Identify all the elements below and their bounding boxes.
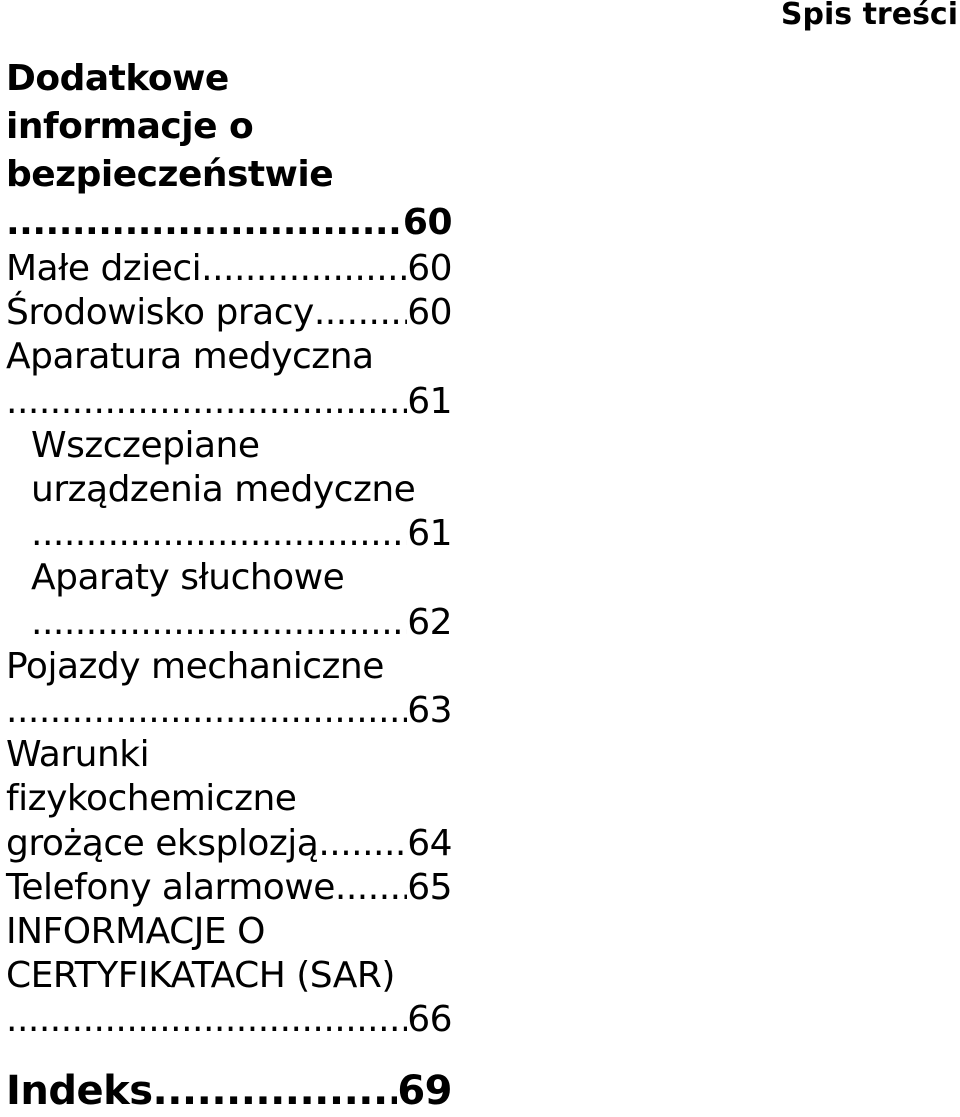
toc-entry-title: Indeks [6,1067,153,1114]
toc-entry-hearing-aids[interactable] [6,556,452,644]
toc-entry-title: informacje o [6,106,254,147]
toc-entry-emergency[interactable] [6,866,452,910]
toc-leader-line [6,1065,452,1117]
toc-entry-medical[interactable] [6,335,452,423]
dot-leader [31,601,407,645]
toc-leader-line [6,998,452,1042]
toc-leader-line [31,512,452,556]
table-of-contents [6,55,452,1117]
spacer [6,1043,452,1065]
toc-entry-title: Pojazdy mechaniczne [6,645,384,687]
toc-leader-line [6,689,452,733]
page-number: 60 [402,202,452,243]
toc-entry-safety[interactable] [6,55,452,247]
toc-entry-title: INFORMACJE O [6,911,265,953]
dot-leader [201,247,407,291]
toc-leader-line [6,822,452,866]
toc-entry-title: Małe dzieci [6,248,202,289]
toc-entry-title: Dodatkowe [6,58,229,99]
toc-leader-line [6,247,452,291]
dot-leader [6,689,407,733]
page-number: 63 [407,690,452,732]
toc-entry-title: fizykochemiczne [6,778,297,820]
toc-leader-line [6,380,452,424]
toc-entry-title: urządzenia medyczne [31,469,416,511]
toc-leader-line [6,291,452,335]
toc-entry-small-children[interactable] [6,247,452,291]
toc-entry-title: Aparaty słuchowe [31,557,345,599]
toc-entry-title: bezpieczeństwie [6,154,334,195]
dot-leader [314,291,407,335]
page-number: 61 [407,513,452,555]
toc-entry-vehicles[interactable] [6,645,452,733]
page-number: 69 [397,1067,452,1114]
toc-entry-explosive[interactable] [6,733,452,866]
toc-entry-work-environment[interactable] [6,291,452,335]
toc-entry-title: Środowisko pracy [6,292,314,334]
page-number: 66 [407,999,452,1041]
page-number: 65 [407,866,452,908]
dot-leader [153,1065,398,1117]
dot-leader [31,512,407,556]
toc-entry-title: Warunki [6,734,150,776]
dot-leader [6,380,407,424]
section-header: Spis treści [780,0,958,32]
dot-leader [6,998,407,1042]
dot-leader [6,199,403,247]
toc-entry-sar[interactable] [6,910,452,1043]
page-number: 61 [407,380,452,422]
toc-entry-implanted[interactable] [6,424,452,557]
toc-leader-line [6,866,452,910]
page-number: 64 [407,822,452,864]
toc-entry-title: Aparatura medyczna [6,336,374,378]
toc-leader-line [31,601,452,645]
dot-leader [335,866,407,910]
toc-entry-title: Telefony alarmowe [6,866,335,908]
dot-leader [318,822,407,866]
toc-leader-line [6,199,452,247]
page-number: 60 [407,248,452,289]
toc-entry-title: Wszczepiane [31,424,260,466]
toc-entry-title: CERTYFIKATACH (SAR) [6,955,395,997]
page-number: 62 [407,601,452,643]
toc-entry-index[interactable] [6,1065,452,1117]
page-number: 60 [407,292,452,334]
toc-entry-title: grożące eksplozją [6,822,319,864]
